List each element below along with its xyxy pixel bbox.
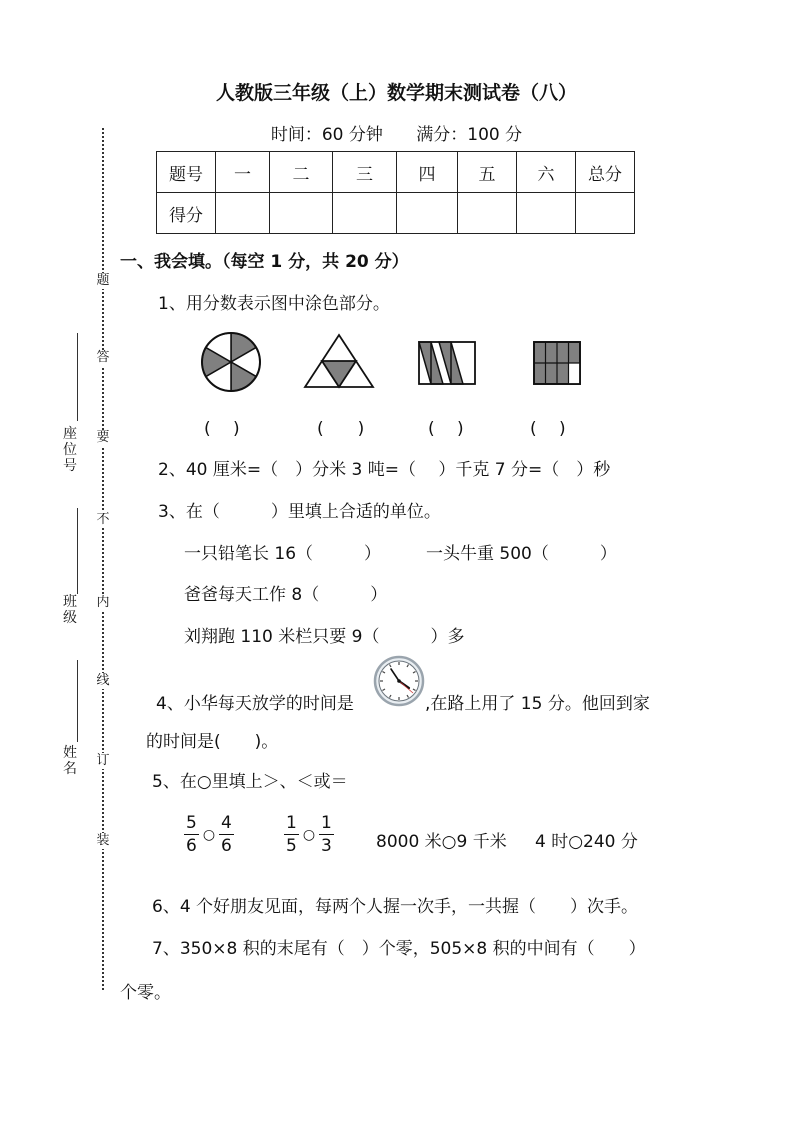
score-table-header: 三	[333, 152, 397, 193]
grid-fraction-figure	[532, 340, 582, 386]
page-title: 人教版三年级（上）数学期末测试卷（八）	[215, 82, 577, 104]
score-table-header: 一	[216, 152, 270, 193]
score-cell[interactable]	[458, 193, 517, 234]
question-4-text-before: 4、小华每天放学的时间是	[156, 694, 354, 714]
name-label: 姓名	[63, 745, 77, 777]
score-table-header: 四	[397, 152, 458, 193]
binding-char: 内	[96, 595, 110, 610]
question-3-text: 3、在（ ）里填上合适的单位。	[158, 502, 441, 522]
score-info: 满分：100 分	[416, 125, 523, 145]
score-table-header-row	[157, 152, 635, 193]
fraction	[319, 812, 334, 857]
seat-number-line[interactable]	[77, 333, 78, 421]
circle-fraction-figure	[200, 331, 262, 393]
denominator: 6	[186, 836, 197, 856]
score-table-header: 二	[270, 152, 333, 193]
score-cell[interactable]	[517, 193, 576, 234]
numerator: 5	[186, 813, 197, 833]
numerator: 1	[286, 813, 297, 833]
question-4-text-after: ,在路上用了 15 分。他回到家	[425, 694, 650, 714]
class-line[interactable]	[77, 508, 78, 594]
seat-number-label: 座位号	[63, 426, 77, 474]
class-label: 班级	[63, 594, 77, 626]
answer-blank-2[interactable]: ( )	[317, 419, 365, 439]
binding-char: 线	[96, 673, 110, 688]
answer-blank-3[interactable]: ( )	[428, 419, 464, 439]
compare-circle[interactable]: ○	[302, 826, 316, 843]
question-7-text-line2: 个零。	[120, 983, 171, 1003]
score-table-header: 总分	[576, 152, 635, 193]
time-info: 时间：60 分钟	[270, 125, 383, 145]
binding-char: 要	[96, 430, 110, 445]
denominator: 3	[321, 836, 332, 856]
question-4-text-line2: 的时间是( )。	[146, 732, 279, 752]
question-3-item: 刘翔跑 110 米栏只要 9（ ）多	[184, 627, 465, 647]
score-table-header: 五	[458, 152, 517, 193]
score-table-score-row	[157, 193, 635, 234]
denominator: 6	[221, 836, 232, 856]
binding-char: 题	[96, 273, 110, 288]
fraction	[284, 812, 299, 857]
binding-char: 不	[96, 512, 110, 527]
exam-info	[0, 120, 793, 145]
score-cell[interactable]	[397, 193, 458, 234]
section-heading: 一、我会填。（每空 1 分，共 20 分）	[120, 252, 409, 272]
binding-char: 答	[96, 350, 110, 365]
comparison-item-4: 4 时○240 分	[535, 832, 638, 852]
score-cell[interactable]	[333, 193, 397, 234]
question-6-text: 6、4 个好朋友见面，每两个人握一次手，一共握（ ）次手。	[152, 897, 639, 917]
score-table-header: 六	[517, 152, 576, 193]
score-cell[interactable]	[576, 193, 635, 234]
question-3-item: 一只铅笔长 16（ ）	[184, 544, 382, 564]
score-cell[interactable]	[270, 193, 333, 234]
score-table-header: 题号	[157, 152, 216, 193]
binding-char: 装	[96, 833, 110, 848]
comparison-fraction-2	[284, 812, 334, 857]
question-1-text: 1、用分数表示图中涂色部分。	[158, 294, 390, 314]
question-7-text: 7、350×8 积的末尾有（ ）个零，505×8 积的中间有（ ）	[152, 939, 646, 959]
name-line[interactable]	[77, 660, 78, 742]
binding-dotted-line	[102, 128, 104, 990]
numerator: 1	[321, 813, 332, 833]
clock-icon	[373, 655, 425, 707]
comparison-item-3: 8000 米○9 千米	[376, 832, 507, 852]
score-cell[interactable]	[216, 193, 270, 234]
score-table	[156, 151, 635, 234]
question-5-text: 5、在○里填上＞、＜或＝	[152, 772, 348, 792]
question-2-text: 2、40 厘米=（ ）分米 3 吨=（ ）千克 7 分=（ ）秒	[158, 460, 611, 480]
numerator: 4	[221, 813, 232, 833]
strips-fraction-figure	[416, 339, 478, 387]
comparison-fraction-1	[184, 812, 234, 857]
fraction	[184, 812, 199, 857]
question-3-item: 爸爸每天工作 8（ ）	[184, 585, 388, 605]
triangle-fraction-figure	[303, 333, 375, 389]
question-3-item: 一头牛重 500（ ）	[426, 544, 617, 564]
compare-circle[interactable]: ○	[202, 826, 216, 843]
answer-blank-1[interactable]: ( )	[204, 419, 240, 439]
fraction	[219, 812, 234, 857]
binding-char: 订	[96, 753, 110, 768]
denominator: 5	[286, 836, 297, 856]
answer-blank-4[interactable]: ( )	[530, 419, 566, 439]
score-table-row-label: 得分	[157, 193, 216, 234]
